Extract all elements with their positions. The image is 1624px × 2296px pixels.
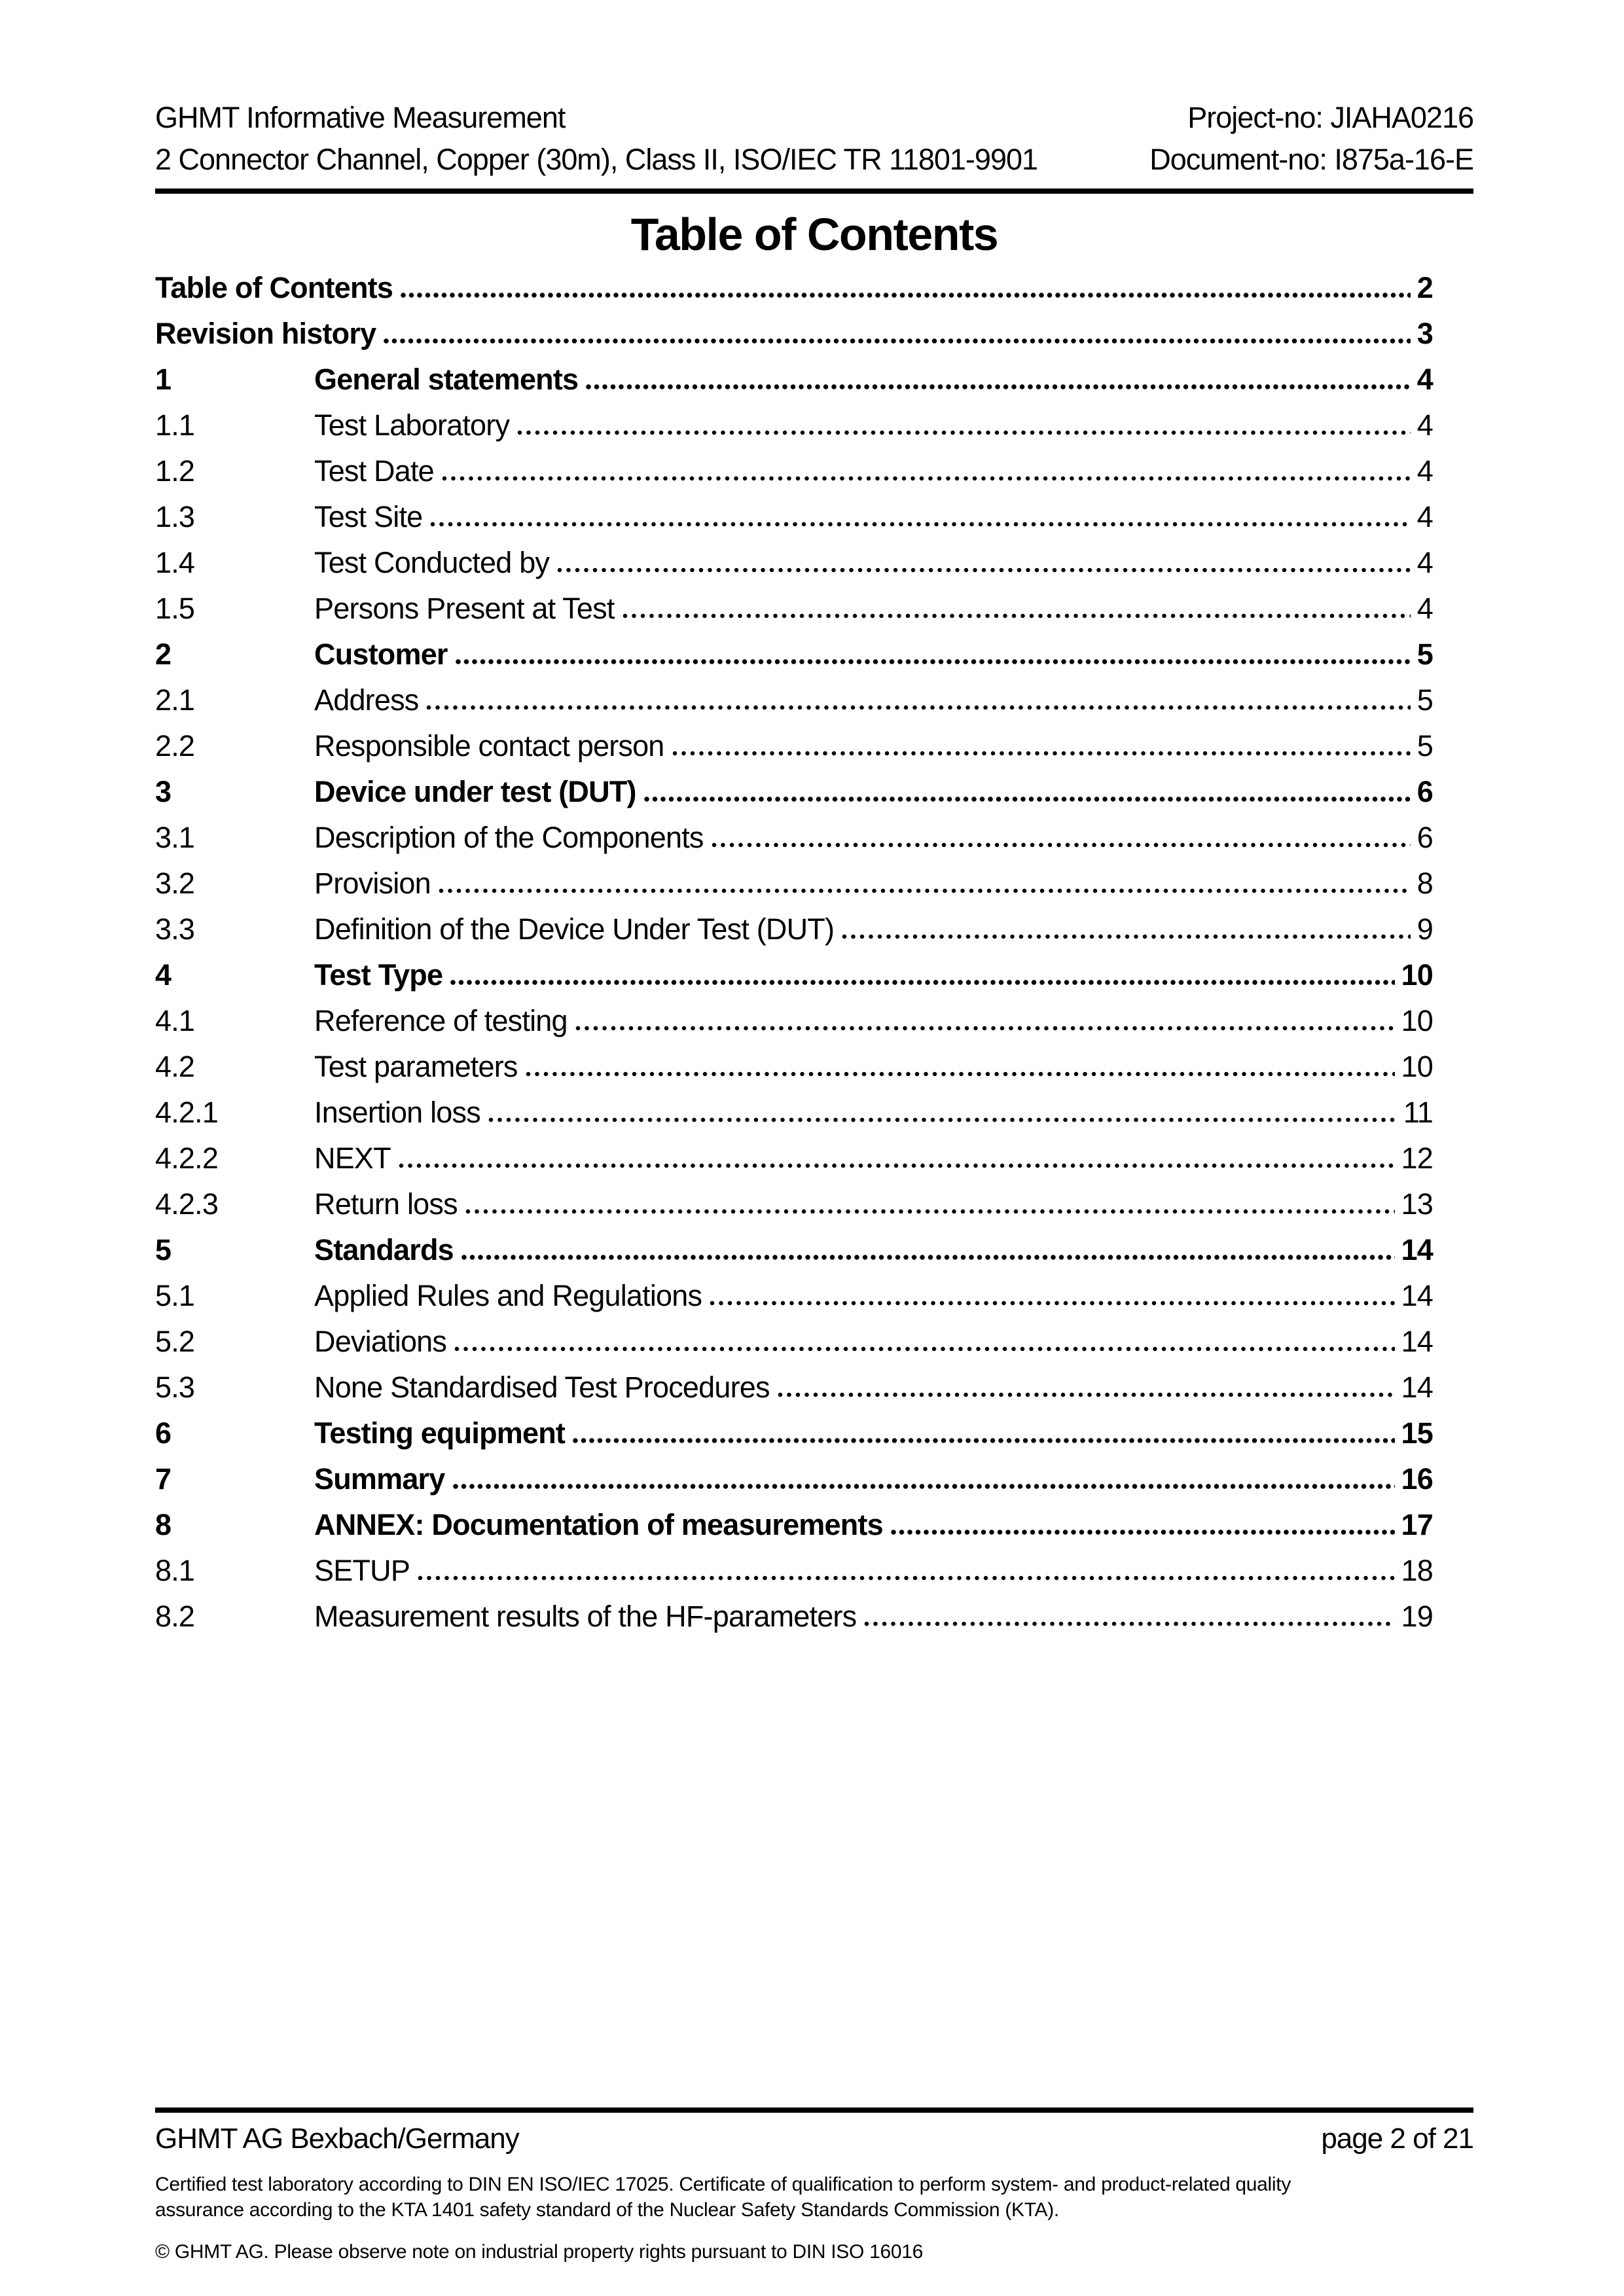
toc-entry-title: NEXT	[314, 1141, 391, 1175]
footer-cert-line-1: Certified test laboratory according to DIN EN ISO/IEC 17025. Certificate of qualification to perform system- and product-related quality	[155, 2174, 1291, 2195]
toc-entry-number: 1.3	[155, 500, 195, 533]
toc-entry-page: 10	[1401, 1004, 1433, 1037]
toc-dot-leader	[557, 567, 1411, 573]
toc-dot-leader	[439, 888, 1411, 893]
toc-dot-leader	[488, 1117, 1397, 1122]
toc-dot-leader	[891, 1530, 1395, 1535]
toc-entry-page: 11	[1403, 1096, 1433, 1129]
toc-entry[interactable]	[155, 911, 1473, 957]
footer-divider	[155, 2108, 1473, 2113]
toc-entry-title: Deviations	[314, 1325, 447, 1358]
toc-entry-title: Reference of testing	[314, 1004, 568, 1037]
toc-dot-leader	[465, 1209, 1395, 1214]
page-content	[155, 0, 1473, 1644]
toc-entry[interactable]	[155, 865, 1473, 911]
toc-entry[interactable]	[155, 1094, 1473, 1140]
toc-dot-leader	[526, 1071, 1395, 1077]
toc-entry[interactable]	[155, 1552, 1473, 1598]
toc-entry-page: 4	[1416, 546, 1433, 579]
toc-entry[interactable]	[155, 1186, 1473, 1232]
toc-entry-page: 4	[1416, 592, 1433, 625]
footer-main-line	[155, 2122, 1473, 2156]
toc-entry-page: 6	[1416, 821, 1433, 854]
toc-entry-number: 1.2	[155, 454, 195, 488]
toc-entry-page: 2	[1416, 271, 1433, 304]
toc-dot-leader	[384, 338, 1410, 344]
toc-entry-page: 14	[1401, 1279, 1433, 1312]
toc-entry[interactable]	[155, 1598, 1473, 1644]
toc-dot-leader	[450, 980, 1394, 985]
toc-entry-number: 2	[155, 637, 171, 671]
toc-entry[interactable]	[155, 545, 1473, 590]
toc-entry-number: 8.2	[155, 1600, 195, 1633]
toc-entry[interactable]	[155, 957, 1473, 1003]
toc-entry-number: 5.3	[155, 1371, 195, 1404]
toc-dot-leader	[461, 1255, 1395, 1260]
toc-entry-page: 4	[1416, 500, 1433, 533]
toc-entry-page: 5	[1416, 637, 1433, 671]
toc-entry[interactable]	[155, 1323, 1473, 1369]
toc-entry-number: 4.2	[155, 1050, 195, 1083]
toc-entry-title: Customer	[314, 637, 448, 671]
toc-entry[interactable]	[155, 1507, 1473, 1552]
toc-entry-title: Testing equipment	[314, 1416, 566, 1450]
toc-entry-title: Test Date	[314, 454, 434, 488]
toc-entry-title: Responsible contact person	[314, 729, 664, 762]
toc-entry-page: 5	[1416, 683, 1433, 717]
toc-entry-title: Provision	[314, 867, 431, 900]
toc-entry-number: 2.2	[155, 729, 195, 762]
page-footer	[155, 2108, 1473, 2265]
toc-entry-title: Device under test (DUT)	[314, 775, 636, 808]
toc-dot-leader	[623, 613, 1411, 619]
toc-dot-leader	[778, 1392, 1395, 1397]
toc-entry-title: ANNEX: Documentation of measurements	[314, 1508, 883, 1541]
toc-entry-page: 6	[1416, 775, 1433, 808]
toc-dot-leader	[442, 476, 1411, 481]
toc-entry-title: Address	[314, 683, 419, 717]
toc-entry-title: Measurement results of the HF-parameters	[314, 1600, 857, 1633]
toc-entry-page: 16	[1401, 1462, 1433, 1496]
toc-entry[interactable]	[155, 819, 1473, 865]
toc-entry-page: 4	[1416, 363, 1433, 396]
toc-dot-leader	[672, 751, 1411, 756]
toc-entry-number: 6	[155, 1416, 171, 1450]
toc-dot-leader	[430, 522, 1410, 527]
toc-entry-number: 3.1	[155, 821, 195, 854]
toc-entry-number: 4.1	[155, 1004, 195, 1037]
toc-dot-leader	[426, 705, 1410, 710]
toc-entry[interactable]	[155, 636, 1473, 682]
toc-entry-title: Standards	[314, 1233, 454, 1266]
header-document-no: Document-no: I875a-16-E	[1149, 143, 1473, 176]
toc-entry[interactable]	[155, 590, 1473, 636]
header-left	[155, 97, 1038, 181]
toc-entry-title: Test parameters	[314, 1050, 518, 1083]
toc-entry-title: Applied Rules and Regulations	[314, 1279, 702, 1312]
toc-dot-leader	[453, 1484, 1395, 1489]
toc-entry-number: 3.2	[155, 867, 195, 900]
toc-entry-number: 8.1	[155, 1554, 195, 1587]
toc-dot-leader	[454, 1346, 1394, 1352]
toc-entry-page: 5	[1416, 729, 1433, 762]
toc-entry-number: 1.5	[155, 592, 195, 625]
toc-entry-title: SETUP	[314, 1554, 410, 1587]
toc-dot-leader	[401, 293, 1411, 298]
toc-entry-title: Test Site	[314, 500, 423, 533]
toc-entry-title: Persons Present at Test	[314, 592, 615, 625]
toc-list	[155, 270, 1473, 1644]
toc-entry-number: 3	[155, 775, 171, 808]
toc-dot-leader	[456, 659, 1411, 664]
toc-entry[interactable]	[155, 1003, 1473, 1049]
toc-entry[interactable]	[155, 682, 1473, 728]
toc-entry-page: 19	[1401, 1600, 1433, 1633]
toc-dot-leader	[517, 430, 1411, 435]
toc-entry-title: Test Conducted by	[314, 546, 550, 579]
toc-entry[interactable]	[155, 1232, 1473, 1278]
toc-entry-page: 14	[1401, 1325, 1433, 1358]
header-divider	[155, 188, 1473, 194]
toc-entry[interactable]	[155, 774, 1473, 819]
toc-entry[interactable]	[155, 361, 1473, 407]
toc-entry-page: 12	[1401, 1141, 1433, 1175]
toc-entry[interactable]	[155, 1369, 1473, 1415]
toc-entry-title: Description of the Components	[314, 821, 704, 854]
toc-entry-page: 14	[1401, 1371, 1433, 1404]
toc-entry-title: Table of Contents	[155, 271, 393, 304]
toc-entry[interactable]	[155, 1278, 1473, 1323]
toc-entry-page: 10	[1401, 958, 1433, 992]
toc-dot-leader	[586, 384, 1410, 389]
toc-entry[interactable]	[155, 728, 1473, 774]
toc-entry-number: 5.1	[155, 1279, 195, 1312]
toc-dot-leader	[575, 1026, 1395, 1031]
header-report-subject: 2 Connector Channel, Copper (30m), Class II, ISO/IEC TR 11801-9901	[155, 143, 1038, 176]
toc-entry-page: 17	[1401, 1508, 1433, 1541]
toc-entry-title: Summary	[314, 1462, 445, 1496]
footer-certification-text	[155, 2172, 1473, 2223]
header-right	[1149, 97, 1473, 181]
toc-entry-title: None Standardised Test Procedures	[314, 1371, 770, 1404]
toc-entry-number: 4.2.1	[155, 1096, 219, 1129]
toc-dot-leader	[644, 797, 1411, 802]
toc-entry[interactable]	[155, 453, 1473, 499]
toc-entry[interactable]	[155, 1461, 1473, 1507]
toc-entry-number: 4	[155, 958, 171, 992]
toc-entry-title: Insertion loss	[314, 1096, 480, 1129]
toc-entry[interactable]	[155, 499, 1473, 545]
toc-entry[interactable]	[155, 315, 1473, 361]
toc-dot-leader	[710, 1300, 1394, 1306]
toc-entry-title: Revision history	[155, 317, 376, 350]
toc-dot-leader	[842, 934, 1411, 939]
toc-entry-page: 13	[1401, 1187, 1433, 1221]
toc-entry-number: 4.2.2	[155, 1141, 219, 1175]
toc-entry[interactable]	[155, 270, 1473, 315]
footer-company: GHMT AG Bexbach/Germany	[155, 2123, 519, 2155]
toc-entry-page: 14	[1401, 1233, 1433, 1266]
toc-entry-number: 1.1	[155, 408, 195, 442]
toc-entry[interactable]	[155, 1140, 1473, 1186]
header-project-no: Project-no: JIAHA0216	[1187, 101, 1473, 134]
toc-entry-page: 9	[1416, 912, 1433, 946]
toc-entry-page: 8	[1416, 867, 1433, 900]
toc-entry-number: 1.4	[155, 546, 195, 579]
page-title: Table of Contents	[630, 209, 998, 260]
footer-page-info: page 2 of 21	[1321, 2123, 1473, 2155]
footer-cert-line-2: assurance according to the KTA 1401 safety standard of the Nuclear Safety Standards Commission (KTA).	[155, 2199, 1059, 2221]
toc-entry-title: Test Laboratory	[314, 408, 510, 442]
toc-entry-title: Definition of the Device Under Test (DUT)	[314, 912, 835, 946]
toc-entry-title: Return loss	[314, 1187, 458, 1221]
toc-entry[interactable]	[155, 407, 1473, 453]
toc-entry-page: 18	[1401, 1554, 1433, 1587]
toc-entry-title: General statements	[314, 363, 579, 396]
toc-dot-leader	[399, 1163, 1395, 1168]
toc-entry-number: 1	[155, 363, 171, 396]
toc-entry-page: 4	[1416, 454, 1433, 488]
toc-entry-number: 7	[155, 1462, 171, 1496]
toc-entry-number: 2.1	[155, 683, 195, 717]
toc-entry[interactable]	[155, 1049, 1473, 1094]
header-report-type: GHMT Informative Measurement	[155, 101, 566, 134]
toc-entry-number: 4.2.3	[155, 1187, 219, 1221]
toc-dot-leader	[712, 842, 1411, 848]
toc-entry-title: Test Type	[314, 958, 443, 992]
toc-dot-leader	[573, 1438, 1394, 1443]
toc-entry[interactable]	[155, 1415, 1473, 1461]
toc-dot-leader	[864, 1621, 1394, 1626]
toc-entry-number: 8	[155, 1508, 171, 1541]
toc-entry-number: 5	[155, 1233, 171, 1266]
toc-entry-page: 3	[1416, 317, 1433, 350]
toc-entry-number: 3.3	[155, 912, 195, 946]
toc-entry-page: 10	[1401, 1050, 1433, 1083]
toc-entry-page: 4	[1416, 408, 1433, 442]
toc-entry-page: 15	[1401, 1416, 1433, 1450]
page-header	[155, 0, 1473, 181]
toc-entry-number: 5.2	[155, 1325, 195, 1358]
toc-dot-leader	[418, 1575, 1395, 1581]
footer-copyright: © GHMT AG. Please observe note on industrial property rights pursuant to DIN ISO 16016	[155, 2241, 924, 2263]
